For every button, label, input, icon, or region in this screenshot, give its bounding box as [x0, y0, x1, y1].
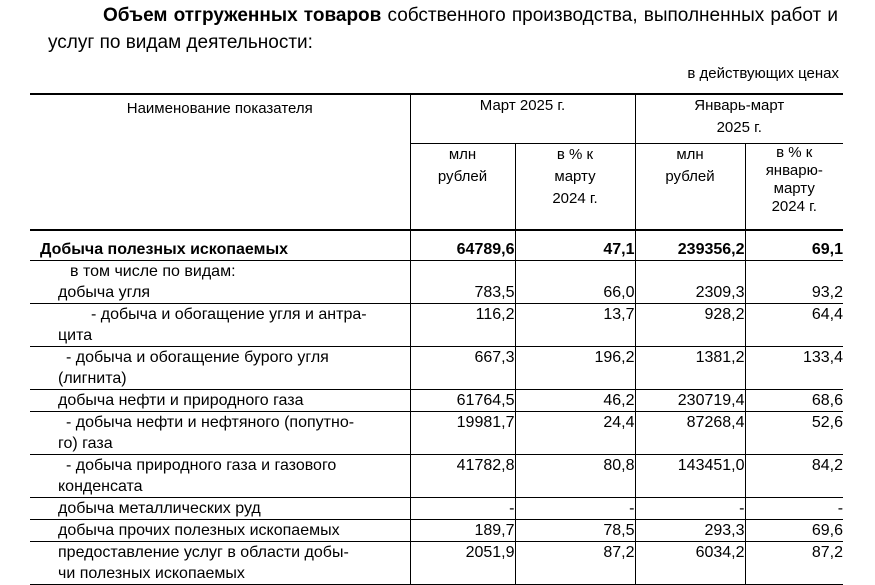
- table-row: [30, 304, 843, 347]
- heading-rest: собственного производства, выполненных работ и услуг по видам деятельности:: [48, 5, 838, 53]
- row-value: 116,2: [410, 304, 515, 347]
- table-row: [30, 498, 843, 520]
- row-value: -: [515, 498, 635, 520]
- header-mln-1: млн рублей: [410, 144, 515, 231]
- heading-bold: Объем отгруженных товаров: [103, 5, 382, 26]
- table-row: [30, 542, 843, 585]
- row-value: 19981,7: [410, 412, 515, 455]
- row-value: 46,2: [515, 390, 635, 412]
- row-name: - добыча природного газа и газового конденсата: [30, 455, 410, 498]
- row-value: 6034,2: [635, 542, 745, 585]
- spacer-row: [30, 230, 843, 239]
- document-heading: [48, 2, 838, 56]
- table-row: [30, 261, 843, 283]
- header-name-col: Наименование показателя: [30, 94, 410, 230]
- row-value: 293,3: [635, 520, 745, 542]
- row-name: - добыча нефти и нефтяного (попутно- го) газа: [30, 412, 410, 455]
- row-value: 64789,6: [410, 239, 515, 261]
- row-value: 93,2: [745, 282, 843, 304]
- table-row: [30, 347, 843, 390]
- row-value: 24,4: [515, 412, 635, 455]
- table-row: [30, 412, 843, 455]
- row-name: Добыча полезных ископаемых: [30, 239, 410, 261]
- row-value: 66,0: [515, 282, 635, 304]
- row-value: 78,5: [515, 520, 635, 542]
- row-value: 64,4: [745, 304, 843, 347]
- row-value: 52,6: [745, 412, 843, 455]
- header-row-periods: [30, 94, 843, 144]
- units-note: в действующих ценах: [687, 65, 839, 82]
- row-value: -: [635, 498, 745, 520]
- row-value: 133,4: [745, 347, 843, 390]
- row-value: 667,3: [410, 347, 515, 390]
- row-value: 87,2: [745, 542, 843, 585]
- header-period-jan-mar: Январь-март 2025 г.: [635, 94, 843, 144]
- row-value: 87268,4: [635, 412, 745, 455]
- row-name: добыча нефти и природного газа: [30, 390, 410, 412]
- header-period-march: Март 2025 г.: [410, 94, 635, 144]
- table-row: [30, 390, 843, 412]
- header-mln-2: млн рублей: [635, 144, 745, 231]
- table-row: [30, 455, 843, 498]
- shipment-table: [30, 93, 843, 585]
- row-value: 1381,2: [635, 347, 745, 390]
- row-value: 13,7: [515, 304, 635, 347]
- row-value: 230719,4: [635, 390, 745, 412]
- table-row: [30, 282, 843, 304]
- row-value: 41782,8: [410, 455, 515, 498]
- header-pct-1: в % к марту 2024 г.: [515, 144, 635, 231]
- row-value: -: [745, 498, 843, 520]
- row-value: 61764,5: [410, 390, 515, 412]
- row-value: 2309,3: [635, 282, 745, 304]
- row-value: 189,7: [410, 520, 515, 542]
- row-value: 84,2: [745, 455, 843, 498]
- row-value: 239356,2: [635, 239, 745, 261]
- row-value: 143451,0: [635, 455, 745, 498]
- header-pct-2: в % к январю- марту 2024 г.: [745, 144, 843, 231]
- row-value: 2051,9: [410, 542, 515, 585]
- row-name: в том числе по видам:: [30, 261, 410, 283]
- table-row: [30, 520, 843, 542]
- row-value: 196,2: [515, 347, 635, 390]
- row-value: 69,6: [745, 520, 843, 542]
- row-value: 80,8: [515, 455, 635, 498]
- row-name: предоставление услуг в области добы- чи полезных ископаемых: [30, 542, 410, 585]
- row-value: 928,2: [635, 304, 745, 347]
- row-value: 68,6: [745, 390, 843, 412]
- row-value: 69,1: [745, 239, 843, 261]
- row-value: 87,2: [515, 542, 635, 585]
- row-name: добыча угля: [30, 282, 410, 304]
- row-value: 783,5: [410, 282, 515, 304]
- row-name: - добыча и обогащение угля и антра- цита: [30, 304, 410, 347]
- row-value: 47,1: [515, 239, 635, 261]
- row-name: добыча металлических руд: [30, 498, 410, 520]
- table-row: [30, 239, 843, 261]
- row-name: добыча прочих полезных ископаемых: [30, 520, 410, 542]
- row-name: - добыча и обогащение бурого угля (лигнита): [30, 347, 410, 390]
- row-value: -: [410, 498, 515, 520]
